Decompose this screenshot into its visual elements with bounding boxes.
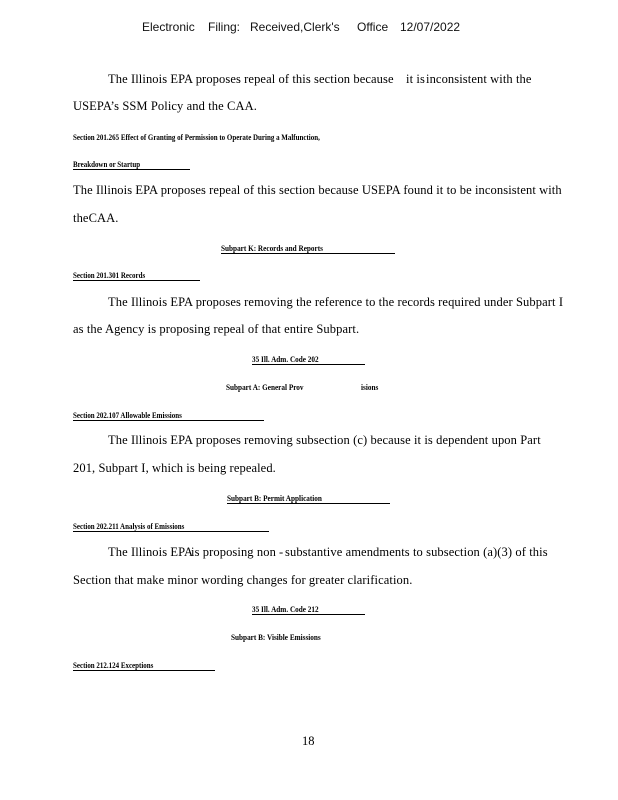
subpart-b-visible-heading: Subpart B: Visible Emissions xyxy=(231,632,321,642)
paragraph-5-line-2: Section that make minor wording changes for greater clarification. xyxy=(73,573,413,587)
section-201-265-heading-line-2: Breakdown or Startup xyxy=(73,159,141,169)
code-202-underline xyxy=(252,364,365,365)
code-212-underline xyxy=(252,614,365,615)
paragraph-5-line-1a: The Illinois EPA xyxy=(108,545,194,559)
paragraph-2-line-2: theCAA. xyxy=(73,211,119,225)
section-201-301-underline xyxy=(73,280,200,281)
subpart-b-permit-heading: Subpart B: Permit Application xyxy=(227,493,322,503)
paragraph-4-line-1: The Illinois EPA proposes removing subsection (c) because it is dependent upon Part xyxy=(108,433,541,447)
code-212-heading: 35 Ill. Adm. Code 212 xyxy=(252,604,319,614)
paragraph-1-line-1b: it is xyxy=(406,72,425,86)
page-number: 18 xyxy=(302,734,315,748)
subpart-a-heading-part-2: isions xyxy=(361,382,379,392)
section-202-211-underline xyxy=(73,531,269,532)
paragraph-1-line-1c: inconsistent with the xyxy=(426,72,532,86)
header-electronic: Electronic xyxy=(142,20,195,34)
subpart-k-underline xyxy=(221,253,395,254)
header-date: 12/07/2022 xyxy=(400,20,461,34)
paragraph-2-line-1: The Illinois EPA proposes repeal of this section because USEPA found it to be inconsistent with xyxy=(73,183,562,197)
paragraph-5-line-1d: substantive amendments to subsection (a)(3) of this xyxy=(285,545,548,559)
section-202-107-underline xyxy=(73,420,264,421)
paragraph-5-line-1c: - xyxy=(279,545,284,559)
header-filing: Filing: xyxy=(208,20,241,34)
section-201-301-heading: Section 201.301 Records xyxy=(73,270,146,280)
paragraph-4-line-2: 201, Subpart I, which is being repealed. xyxy=(73,461,276,475)
section-212-124-underline xyxy=(73,670,215,671)
section-202-107-heading: Section 202.107 Allowable Emissions xyxy=(73,410,182,420)
section-201-265-heading-line-1: Section 201.265 Effect of Granting of Permission to Operate During a Malfunction, xyxy=(73,132,320,142)
paragraph-3-line-1: The Illinois EPA proposes removing the reference to the records required under Subpart I xyxy=(108,295,564,309)
subpart-b-permit-underline xyxy=(227,503,390,504)
paragraph-1-line-2: USEPA’s SSM Policy and the CAA. xyxy=(73,99,257,113)
paragraph-3-line-2: as the Agency is proposing repeal of that entire Subpart. xyxy=(73,322,360,336)
header-office: Office xyxy=(357,20,389,34)
subpart-a-heading-part-1: Subpart A: General Prov xyxy=(226,382,304,392)
header-received: Received,Clerk's xyxy=(250,20,340,34)
paragraph-1-line-1a: The Illinois EPA proposes repeal of this section because xyxy=(108,72,394,86)
subpart-k-heading: Subpart K: Records and Reports xyxy=(221,243,323,253)
section-201-265-underline xyxy=(73,169,190,170)
code-202-heading: 35 Ill. Adm. Code 202 xyxy=(252,354,319,364)
section-212-124-heading: Section 212.124 Exceptions xyxy=(73,660,154,670)
paragraph-5-line-1b: is proposing non xyxy=(191,545,276,559)
section-202-211-heading: Section 202.211 Analysis of Emissions xyxy=(73,521,185,531)
